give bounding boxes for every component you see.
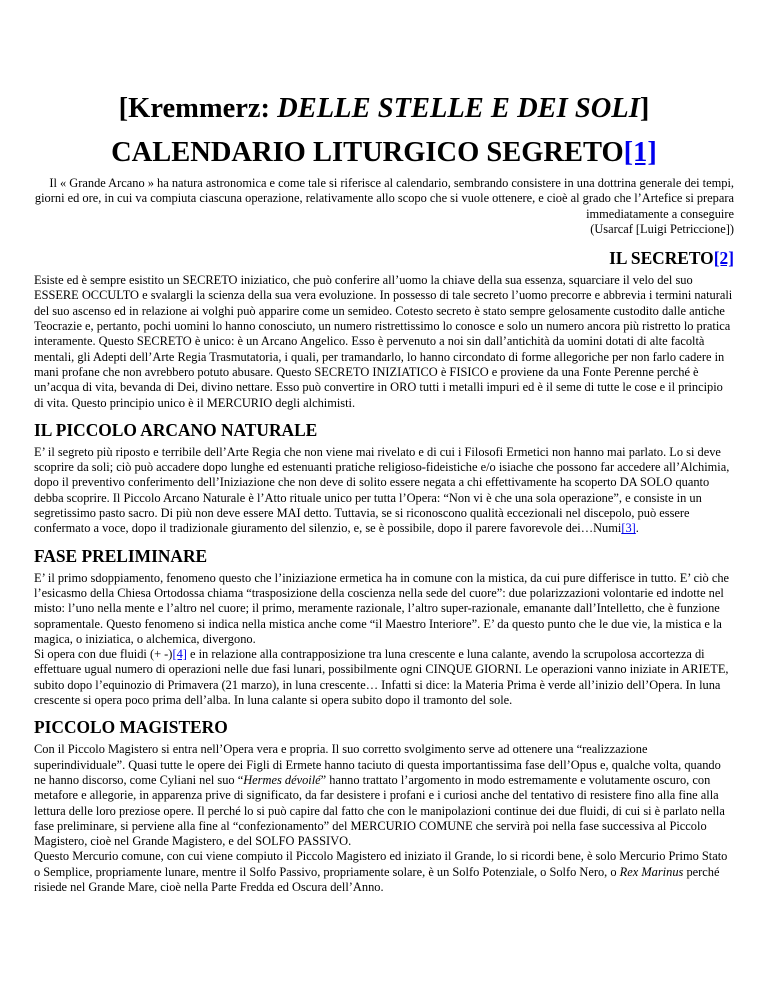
fase-2-text-a: Si opera con due fluidi (+ -) [34, 647, 173, 662]
magistero-1-text-b: ” hanno trattato l’argomento in modo estremamente e volutamente oscuro, con metafore e allegorie, in apparenza prive di significato, da far desistere i profani e i curiosi anche del tentativo di resistere fino alla fine alla lettura delle loro preziose opere. Il perché lo si può capire dal fatto che con le manipolazioni continue dei due fluidi, di cui si è parlato nella fase preliminare, si perviene alla fine al “confezionamento” del MERCURIO COMUNE che servirà poi nella fase successiva al Piccolo Magistero, cioè nel Grande Magistero, e del SOLFO PASSIVO. [34, 772, 725, 849]
book-title-open: [Kremmerz: [118, 93, 278, 124]
paragraph-magistero-2 [34, 849, 734, 895]
magistero-2-text-a: Questo Mercurio comune, con cui viene compiuto il Piccolo Magistero ed iniziato il Grande, lo si ricordi bene, è solo Mercurio Primo Stato o Semplice, propriamente lunare, mentre il Solfo Passivo, propriamente solare, è un Solfo Potenziale, o Solfo Nero, o [34, 849, 728, 879]
footnote-link-3[interactable]: [3] [621, 521, 636, 536]
paragraph-fase-1: E’ il primo sdoppiamento, fenomeno questo che l’iniziazione ermetica ha in comune con la mistica, da cui pure differisce in tutto. E’ ciò che l’esicasmo della Chiesa Ortodossa chiama “trasposizione della coscienza nella sede del cuore”: due polarizzazioni volontarie ed indotte nel misto: l’uno nella mente e l’altro nel cuore; il primo, meramente razionale, l’altro super-razionale, emanante dall’Intelletto, che è funzione sopramentale. Questo fenomeno si indica nella mistica anche come “il Maestro Interiore”. E’ da questo punto che le due vie, la mistica e la magica, o iniziatica, o alchemica, divergono. [34, 570, 730, 646]
fase-2-text-b: e in relazione alla contrapposizione tra luna crescente e luna calante, avendo la scrupolosa accortezza di effettuare ugual numero di operazioni nelle due fasi lunari, possibilmente ogni CINQUE GIORNI. Le operazioni vanno iniziate in ARIETE, subito dopo l’equinozio di Primavera (21 marzo), in luna crescente… Infatti si dice: la Materia Prima è verde all’inizio dell’Opera. In luna crescente si opera poco prima dell’alba. In luna calante si opera subito dopo il tramonto del sole. [34, 647, 729, 708]
intro-credit: (Usarcaf [Luigi Petriccione]) [590, 221, 734, 236]
book-title-close: ] [639, 93, 650, 124]
paragraph-piccolo-arcano [34, 445, 734, 537]
paragraph-magistero-1 [34, 742, 734, 849]
rex-marinus-term: Rex Marinus [619, 864, 684, 879]
magistero-1-text-a: Con il Piccolo Magistero si entra nell’Opera vera e propria. Il suo corretto svolgimento serve ad ottenere una “realizzazione superindividuale”. Quasi tutte le opere dei Figli di Ermete hanno taciuto di questa importantissima fase dell’Opus e, qualche volta, quando ne hanno discorso, come Cyliani nel suo “ [34, 742, 721, 787]
document-page [34, 0, 734, 895]
book-title [34, 92, 734, 126]
footnote-link-1[interactable]: [1] [623, 137, 657, 168]
calendar-title-text: CALENDARIO LITURGICO SEGRETO [111, 137, 624, 168]
magistero-2-text-b: perché risiede nel Grande Mare, cioè nella Parte Fredda ed Oscura dell’Anno. [34, 864, 720, 894]
piccolo-arcano-end: . [635, 521, 639, 536]
piccolo-arcano-text: E’ il segreto più riposto e terribile dell’Arte Regia che non viene mai rivelato e di cui i Filosofi Ermetici non hanno mai parlato. Lo si deve scoprire da soli; ciò può accadere dopo lunghe ed estenuanti pratiche religioso-fideistiche e/o isiache che possono far accedere all’Alchimia, dopo il preventivo conferimento dell’Iniziazione che non deve di solito essere negata a chi effettivamente ha scoperto DA SOLO quanto debba scoprire. Il Piccolo Arcano Naturale è l’Atto rituale unico per tutta l’Opera: “Non vi è che una sola operazione”, e consiste in un segretissimo pasto sacro. Di più non deve essere MAI detto. Tuttavia, se si riconoscono qualità eccezionali nel discepolo, può essere confermato a voce, dopo il tradizionale giuramento del silenzio, e, se è possibile, dopo il parere favorevole dei…Numi [34, 444, 730, 536]
calendar-title [34, 136, 734, 170]
footnote-link-4[interactable]: [4] [172, 647, 187, 662]
intro-paragraph [34, 176, 734, 237]
heading-fase-preliminare: FASE PRELIMINARE [34, 545, 208, 566]
heading-il-secreto-text: IL SECRETO [609, 248, 714, 269]
paragraph-fase-2 [34, 647, 734, 708]
intro-text: Il « Grande Arcano » ha natura astronomica e come tale si riferisce al calendario, sembrando consistere in una dottrina generale dei tempi, giorni ed ore, in cui va compiuta ciascuna operazione, relativamente allo scopo che si vuole ottenere, e cioè al grado che l’Artefice si prepara immediatamente a conseguire [34, 176, 734, 221]
footnote-link-2[interactable]: [2] [713, 248, 734, 269]
hermes-devoile-title: Hermes dévoilé [243, 772, 321, 787]
heading-piccolo-magistero: PICCOLO MAGISTERO [34, 717, 228, 738]
book-title-name: DELLE STELLE E DEI SOLI [277, 93, 640, 124]
heading-piccolo-arcano: IL PICCOLO ARCANO NATURALE [34, 419, 318, 440]
heading-il-secreto [34, 247, 734, 269]
paragraph-il-secreto: Esiste ed è sempre esistito un SECRETO iniziatico, che può conferire all’uomo la chiave della sua essenza, squarciare il velo del suo ESSERE OCCULTO e svalargli la scienza della sua vera evoluzione. In possesso di tale secreto l’uomo precorre e abbrevia i termini naturali del suo ascenso ed in relazione ai volghi può apparire come un semideo. Cotesto secreto è stato sempre gelosamente custodito dalle antiche Teocrazie e, pertanto, pochi uomini lo hanno conosciuto, un numero ristrettissimo lo conosce e solo un numero ancora più ristretto lo pratica interamente. Questo SECRETO è unico: è un Arcano Angelico. Esso è pervenuto a noi sin dall’antichità da uomini dotati di alte facoltà mentali, gli Adepti dell’Arte Regia Trasmutatoria, i quali, per tramandarlo, lo hanno circondato di forme allegoriche per non farlo cadere in mani profane che non avrebbero potuto abusare. Questo SECRETO INIZIATICO è FISICO e proviene da una Fonte Perenne perché è un’acqua di vita, bevanda di Dei, divino nettare. Esso può convertire in ORO tutti i metalli impuri ed è il seme di tutte le cose e il principio di vita. Questo principio unico è il MERCURIO degli alchimisti. [34, 273, 733, 410]
